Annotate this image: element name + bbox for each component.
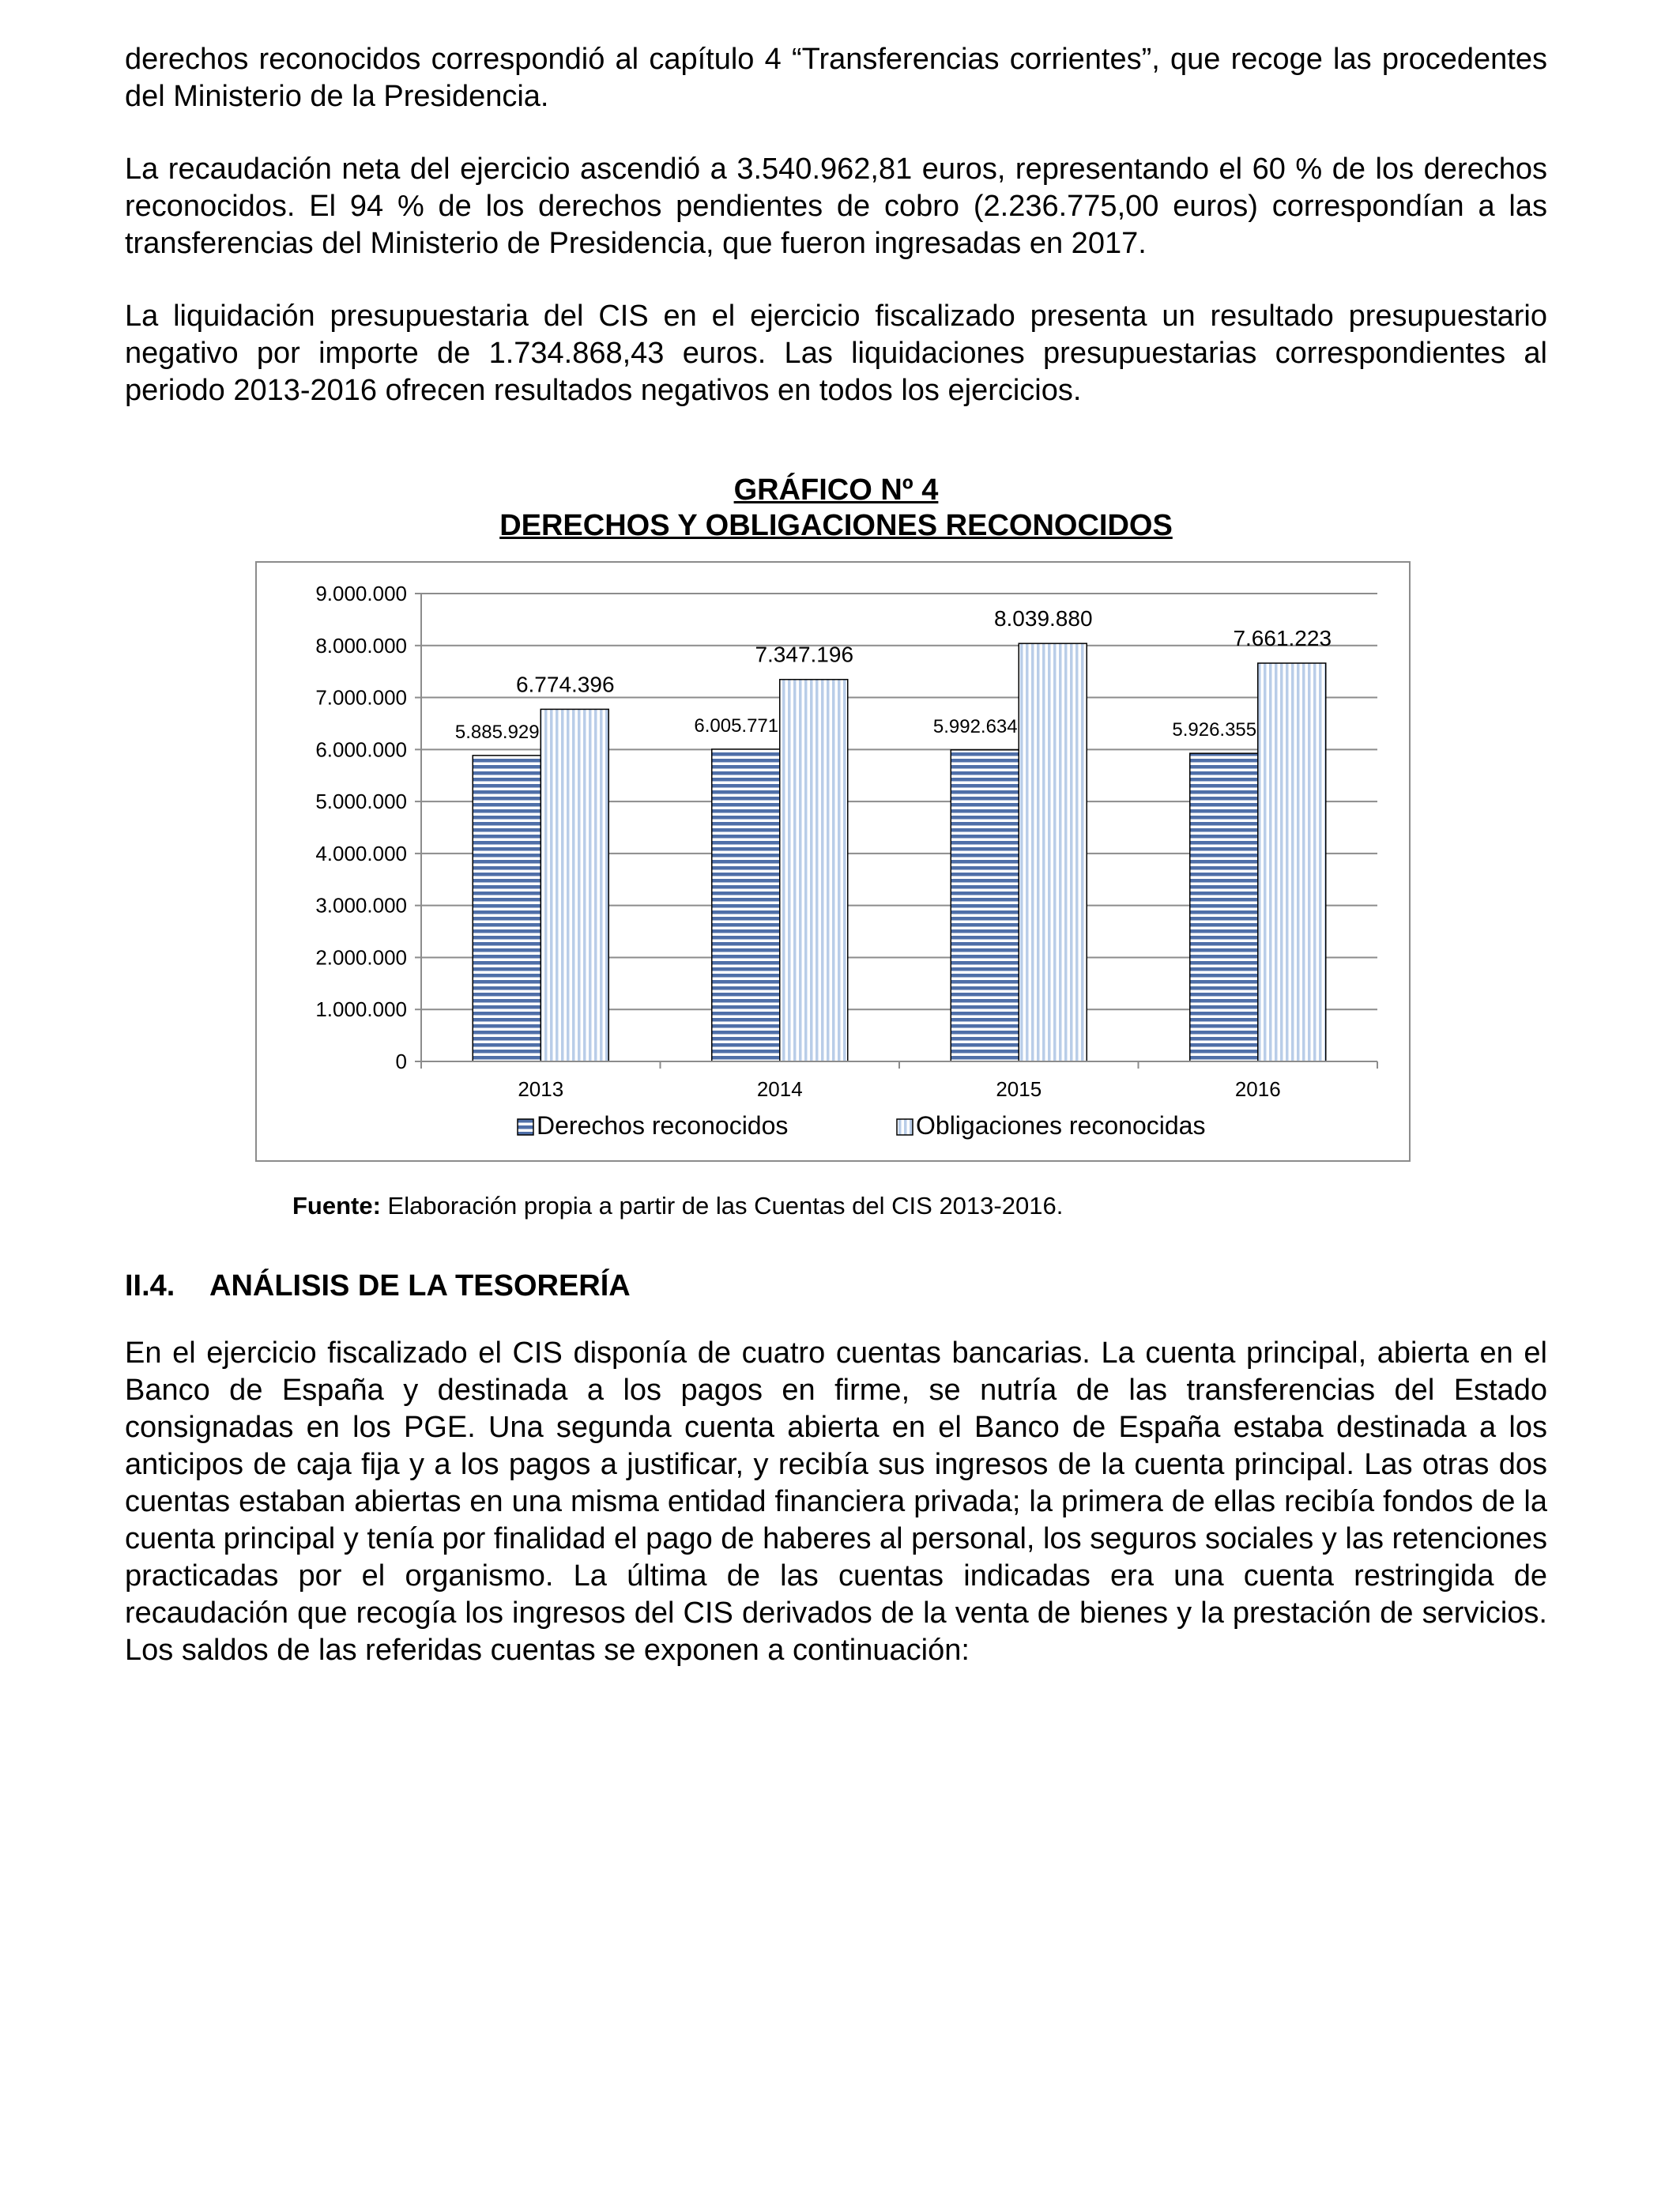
legend — [518, 1111, 1205, 1140]
bar-derechos — [473, 756, 541, 1061]
x-tick-label: 2016 — [1234, 1077, 1281, 1101]
y-tick-label: 4.000.000 — [315, 841, 407, 865]
legend-label-derechos: Derechos reconocidos — [537, 1111, 789, 1140]
figure-source — [292, 1192, 1547, 1220]
y-tick-label: 5.000.000 — [315, 790, 407, 814]
paragraph-liquidacion: La liquidación presupuestaria del CIS en el ejercicio fiscalizado presenta un resultado presupuestario negativo por importe de 1.734.868,43 euros. Las liquidaciones presupuestarias correspondientes al periodo 2013-2016 ofrecen resultados negativos en todos los ejercicios. — [125, 300, 1547, 407]
y-tick-label: 0 — [395, 1050, 407, 1073]
figure-title-number: GRÁFICO Nº 4 — [733, 473, 939, 507]
legend-label-obligaciones: Obligaciones reconocidas — [916, 1111, 1206, 1140]
paragraph-tesoreria: En el ejercicio fiscalizado el CIS disponía de cuatro cuentas bancarias. La cuenta principal, abierta en el Banco de España y destinada a los pagos en firme, se nutría de las transferencias del Estado consignadas en los PGE. Una segunda cuenta abierta en el Banco de España estaba destinada a los anticipos de caja fija y a los pagos a justificar, y recibía sus ingresos de la cuenta principal. Las otras dos cuentas estaban abiertas en una misma entidad financiera privada; la primera de ellas recibía fondos de la cuenta principal y tenía por finalidad el pago de haberes al personal, los seguros sociales y las retenciones practicadas por el organismo. La última de las cuentas indicadas era una cuenta restringida de recaudación que recogía los ingresos del CIS derivados de la venta de bienes y la prestación de servicios. Los saldos de las referidas cuentas se exponen a continuación: — [125, 1336, 1547, 1667]
bar-obligaciones — [1019, 643, 1087, 1061]
document-page — [125, 41, 1547, 1669]
data-label: 7.347.196 — [755, 642, 854, 667]
data-label: 6.005.771 — [694, 714, 779, 737]
legend-swatch-obligaciones — [897, 1119, 913, 1135]
figure-source-text: Elaboración propia a partir de las Cuentas del CIS 2013-2016. — [380, 1192, 1064, 1220]
x-tick-label: 2013 — [518, 1077, 564, 1101]
data-label: 6.774.396 — [515, 672, 615, 697]
bars — [473, 643, 1326, 1061]
bar-derechos — [1190, 753, 1258, 1061]
data-label: 5.926.355 — [1172, 719, 1257, 741]
figure-title — [125, 473, 1547, 544]
data-label: 8.039.880 — [993, 606, 1093, 631]
y-tick-label: 2.000.000 — [315, 945, 407, 970]
paragraph-transferencias: derechos reconocidos correspondió al capítulo 4 “Transferencias corrientes”, que recoge las procedentes del Ministerio de la Presidencia. — [125, 43, 1547, 113]
figure-title-text: DERECHOS Y OBLIGACIONES RECONOCIDOS — [499, 509, 1173, 542]
section-title: ANÁLISIS DE LA TESORERÍA — [209, 1269, 631, 1302]
figure-source-label: Fuente: — [292, 1192, 381, 1220]
data-label: 5.992.634 — [932, 715, 1018, 737]
bar-obligaciones — [541, 709, 608, 1061]
bar-chart-svg — [257, 563, 1409, 1160]
y-tick-label: 6.000.000 — [315, 737, 407, 762]
section-heading — [125, 1269, 1547, 1303]
bar-obligaciones — [780, 680, 848, 1061]
x-tick-label: 2014 — [756, 1077, 803, 1101]
y-tick-label: 9.000.000 — [315, 582, 407, 605]
y-tick-label: 8.000.000 — [315, 633, 407, 658]
data-label: 5.885.929 — [454, 721, 540, 743]
y-tick-label: 3.000.000 — [315, 893, 407, 918]
x-tick-label: 2015 — [996, 1077, 1042, 1101]
bar-chart — [255, 561, 1411, 1162]
legend-swatch-derechos — [518, 1119, 533, 1135]
bar-derechos — [951, 750, 1019, 1061]
y-tick-label: 1.000.000 — [315, 997, 407, 1022]
y-tick-label: 7.000.000 — [315, 685, 407, 710]
paragraph-recaudacion: La recaudación neta del ejercicio ascendió a 3.540.962,81 euros, representando el 60 % de los derechos reconocidos. El 94 % de los derechos pendientes de cobro (2.236.775,00 euros) correspondían a las transferencias del Ministerio de Presidencia, que fueron ingresadas en 2017. — [125, 153, 1547, 260]
bar-derechos — [712, 749, 780, 1061]
bar-obligaciones — [1258, 663, 1326, 1061]
data-label: 7.661.223 — [1233, 626, 1332, 651]
section-number: II.4. — [125, 1269, 175, 1302]
